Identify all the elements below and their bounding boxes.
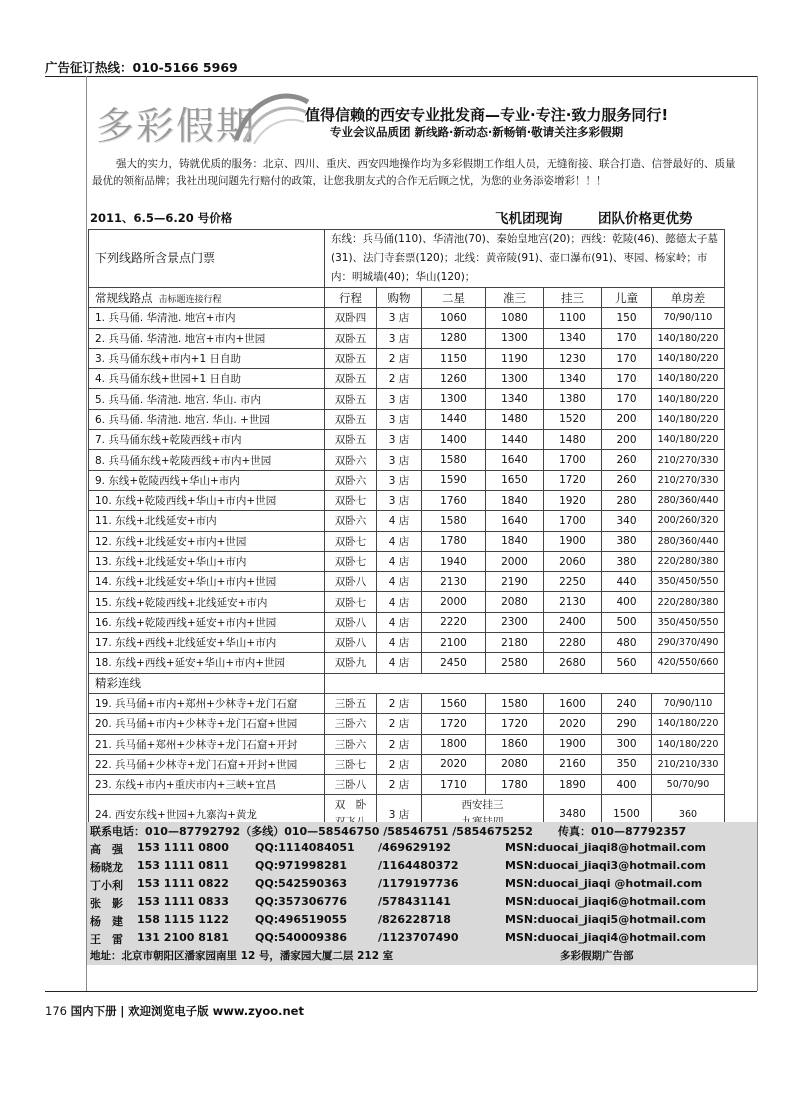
price-row[interactable] — [89, 592, 725, 612]
cell-shopping: 3 店 — [377, 328, 422, 348]
cell-single: 280/360/440 — [652, 490, 725, 510]
header-star2: 二星 — [422, 288, 486, 308]
promo-flight: 飞机团现询 — [495, 211, 563, 227]
contact-qq2: /1123707490 — [378, 931, 459, 944]
cell-shopping: 2 店 — [377, 754, 422, 774]
price-row[interactable] — [89, 612, 725, 632]
cell-child: 200 — [602, 430, 652, 450]
contact-company: 多彩假期广告部 — [560, 950, 634, 962]
route-name[interactable]: 17. 东线+西线+北线延安+华山+市内 — [89, 633, 325, 653]
cell-child: 340 — [602, 511, 652, 531]
cell-child: 560 — [602, 653, 652, 673]
cell-quasi3: 2080 — [486, 754, 544, 774]
route-name[interactable]: 21. 兵马俑+郑州+少林寺+龙门石窟+开封 — [89, 734, 325, 754]
cell-child: 170 — [602, 328, 652, 348]
cell-star3: 2280 — [544, 633, 602, 653]
contact-qq[interactable]: QQ:357306776 — [255, 895, 347, 908]
cell-quasi3: 1300 — [486, 328, 544, 348]
cell-shopping: 2 店 — [377, 734, 422, 754]
cell-star3: 2250 — [544, 572, 602, 592]
cell-shopping: 2 店 — [377, 348, 422, 368]
bottom-rule — [45, 991, 757, 992]
cell-star2: 1590 — [422, 470, 486, 490]
cell-single: 140/180/220 — [652, 348, 725, 368]
cell-itinerary: 双卧五 — [325, 348, 377, 368]
cell-star2: 1260 — [422, 369, 486, 389]
route-name[interactable]: 7. 兵马俑东线+乾陵西线+市内 — [89, 430, 325, 450]
cell-itinerary: 双卧五 — [325, 369, 377, 389]
tickets-label: 下列线路所含景点门票 — [89, 230, 325, 288]
contact-qq2: /578431141 — [378, 895, 451, 908]
frame-right-border — [757, 76, 758, 991]
cell-star3: 2130 — [544, 592, 602, 612]
cell-itinerary: 双卧八 — [325, 633, 377, 653]
footer-section: 国内下册 — [70, 1004, 117, 1018]
cell-quasi3: 1860 — [486, 734, 544, 754]
contact-mobile: 158 1115 1122 — [137, 913, 229, 926]
itinerary-line1: 双 卧 — [334, 799, 367, 812]
page-footer — [45, 1003, 304, 1019]
cell-shopping: 4 店 — [377, 511, 422, 531]
cell-child: 170 — [602, 369, 652, 389]
contact-qq2: /469629192 — [378, 841, 451, 854]
contact-mobile: 131 2100 8181 — [137, 931, 229, 944]
cell-child: 260 — [602, 450, 652, 470]
route-name[interactable]: 23. 东线+市内+重庆市内+三峡+宜昌 — [89, 775, 325, 795]
contact-name: 丁小利 — [90, 879, 123, 892]
tickets-row — [89, 230, 725, 288]
cell-quasi3: 1580 — [486, 693, 544, 713]
cell-quasi3: 1080 — [486, 308, 544, 328]
contact-mobile: 153 1111 0800 — [137, 841, 229, 854]
contact-qq[interactable]: QQ:1114084051 — [255, 841, 355, 854]
cell-child: 170 — [602, 348, 652, 368]
cell-itinerary: 双卧九 — [325, 653, 377, 673]
promo-group: 团队价格更优势 — [598, 211, 693, 227]
cell-quasi3: 1650 — [486, 470, 544, 490]
cell-shopping: 2 店 — [377, 693, 422, 713]
cell-single: 140/180/220 — [652, 389, 725, 409]
price-row[interactable] — [89, 409, 725, 429]
cell-itinerary: 双卧八 — [325, 612, 377, 632]
cell-star3: 2160 — [544, 754, 602, 774]
cell-single: 200/260/320 — [652, 511, 725, 531]
cell-itinerary: 三卧六 — [325, 714, 377, 734]
cell-single: 140/180/220 — [652, 714, 725, 734]
cell-child: 1500 — [602, 795, 652, 834]
contact-qq[interactable]: QQ:540009386 — [255, 931, 347, 944]
cell-shopping: 3 店 — [377, 470, 422, 490]
cell-itinerary: 双卧六 — [325, 470, 377, 490]
cell-single: 140/180/220 — [652, 409, 725, 429]
cell-child: 400 — [602, 775, 652, 795]
contact-name: 高 强 — [90, 843, 123, 856]
cell-single: 420/550/660 — [652, 653, 725, 673]
cell-itinerary: 双卧七 — [325, 551, 377, 571]
price-row[interactable] — [89, 693, 725, 713]
cell-shopping: 3 店 — [377, 450, 422, 470]
cell-single: 210/270/330 — [652, 450, 725, 470]
cell-single: 350/450/550 — [652, 612, 725, 632]
price-row[interactable] — [89, 734, 725, 754]
price-row[interactable] — [89, 328, 725, 348]
route-name[interactable]: 5. 兵马俑. 华清池. 地宫. 华山. 市内 — [89, 389, 325, 409]
cell-star2: 1150 — [422, 348, 486, 368]
cell-single: 70/90/110 — [652, 693, 725, 713]
route-name[interactable]: 22. 兵马俑+少林寺+龙门石窟+开封+世园 — [89, 754, 325, 774]
cell-itinerary: 双卧七 — [325, 490, 377, 510]
route-name[interactable]: 1. 兵马俑. 华清池. 地宫+市内 — [89, 308, 325, 328]
price-row[interactable] — [89, 450, 725, 470]
cell-shopping: 3 店 — [377, 490, 422, 510]
cell-itinerary: 双卧五 — [325, 328, 377, 348]
cell-star3: 3480 — [544, 795, 602, 834]
contact-name: 杨晓龙 — [90, 861, 123, 874]
header-shopping: 购物 — [377, 288, 422, 308]
route-name[interactable]: 11. 东线+北线延安+市内 — [89, 511, 325, 531]
price-row[interactable] — [89, 754, 725, 774]
cell-itinerary: 三卧七 — [325, 754, 377, 774]
cell-quasi3: 2190 — [486, 572, 544, 592]
header-star3: 挂三 — [544, 288, 602, 308]
contact-mobile: 153 1111 0811 — [137, 859, 229, 872]
cell-star2: 2000 — [422, 592, 486, 612]
route-name[interactable]: 13. 东线+北线延安+华山+市内 — [89, 551, 325, 571]
contact-qq[interactable]: QQ:496519055 — [255, 913, 347, 926]
cell-star3: 1340 — [544, 369, 602, 389]
contact-msn[interactable]: MSN:duocai_jiaqi5@hotmail.com — [505, 913, 707, 926]
price-table — [88, 229, 725, 834]
cell-child: 400 — [602, 592, 652, 612]
cell-child: 380 — [602, 551, 652, 571]
cell-child: 290 — [602, 714, 652, 734]
cell-single: 140/180/220 — [652, 369, 725, 389]
cell-star2: 1760 — [422, 490, 486, 510]
cell-child: 300 — [602, 734, 652, 754]
cell-star2: 1710 — [422, 775, 486, 795]
cell-quasi3: 1840 — [486, 531, 544, 551]
price-date: 2011、6.5—6.20 号价格 — [90, 211, 233, 225]
special-section-blank — [325, 673, 725, 693]
cell-star3: 2020 — [544, 714, 602, 734]
cell-quasi3: 1440 — [486, 430, 544, 450]
slogan-main: 值得信赖的西安专业批发商—专业·专注·致力服务同行! — [305, 106, 669, 124]
footer-separator: | — [120, 1004, 125, 1018]
price-row[interactable] — [89, 430, 725, 450]
contact-qq[interactable]: QQ:542590363 — [255, 877, 347, 890]
cell-child: 440 — [602, 572, 652, 592]
cell-child: 380 — [602, 531, 652, 551]
header-route[interactable]: 常规线路点 击标题连接行程 — [89, 288, 325, 308]
cell-child: 280 — [602, 490, 652, 510]
cell-child: 500 — [602, 612, 652, 632]
contact-msn[interactable]: MSN:duocai_jiaqi6@hotmail.com — [505, 895, 707, 908]
price-row[interactable] — [89, 714, 725, 734]
route-name[interactable]: 10. 东线+乾陵西线+华山+市内+世园 — [89, 490, 325, 510]
intro-paragraph: 强大的实力，铸就优质的服务：北京、四川、重庆、西安四地操作均为多彩假期工作组人员，无缝衔接、联合打造、信誉最好的、质量最优的领衔品牌；我社出现问题先行赔付的政策，让您我朋友式的合作无后顾之忧，为您的业务添姿增彩！！！ — [92, 158, 736, 187]
cell-shopping: 3 店 — [377, 430, 422, 450]
cell-star3: 1900 — [544, 734, 602, 754]
cell-single: 70/90/110 — [652, 308, 725, 328]
price-row[interactable] — [89, 633, 725, 653]
price-row[interactable] — [89, 308, 725, 328]
cell-single: 210/210/330 — [652, 754, 725, 774]
cell-shopping: 4 店 — [377, 653, 422, 673]
route-name[interactable]: 3. 兵马俑东线+市内+1 日自助 — [89, 348, 325, 368]
cell-star2: 2020 — [422, 754, 486, 774]
cell-itinerary: 三卧五 — [325, 693, 377, 713]
cell-quasi3: 1480 — [486, 409, 544, 429]
cell-star2: 2100 — [422, 633, 486, 653]
cell-child: 200 — [602, 409, 652, 429]
cell-quasi3: 2080 — [486, 592, 544, 612]
cell-itinerary: 双卧六 — [325, 511, 377, 531]
cell-star2: 2130 — [422, 572, 486, 592]
cell-quasi3: 1840 — [486, 490, 544, 510]
cell-single: 220/280/380 — [652, 592, 725, 612]
hotel-line1: 西安挂三 — [461, 799, 504, 812]
cell-star2: 1300 — [422, 389, 486, 409]
contact-name: 张 影 — [90, 897, 123, 910]
cell-star2: 1800 — [422, 734, 486, 754]
cell-shopping: 4 店 — [377, 531, 422, 551]
contact-mobile: 153 1111 0833 — [137, 895, 229, 908]
cell-star3: 1380 — [544, 389, 602, 409]
price-row[interactable] — [89, 490, 725, 510]
route-name[interactable]: 19. 兵马俑+市内+郑州+少林寺+龙门石窟 — [89, 693, 325, 713]
special-section-label: 精彩连线 — [89, 673, 325, 693]
ad-hotline: 广告征订热线：010-5166 5969 — [45, 60, 238, 75]
footer-text[interactable]: 欢迎浏览电子版 www.zyoo.net — [128, 1004, 304, 1018]
cell-shopping: 4 店 — [377, 612, 422, 632]
header-quasi3: 准三 — [486, 288, 544, 308]
price-row[interactable] — [89, 348, 725, 368]
header-itinerary: 行程 — [325, 288, 377, 308]
route-name[interactable]: 24. 西安东线+世园+九寨沟+黄龙 — [89, 795, 325, 834]
logo-swirl-icon — [230, 88, 310, 148]
cell-single: 140/180/220 — [652, 328, 725, 348]
cell-itinerary: 双卧五 — [325, 409, 377, 429]
cell-quasi3: 2580 — [486, 653, 544, 673]
contact-mobile: 153 1111 0822 — [137, 877, 229, 890]
cell-shopping: 2 店 — [377, 369, 422, 389]
tickets-text: 东线：兵马俑(110)、华清池(70)、秦始皇地宫(20)；西线：乾陵(46)、懿德太子墓(31)、法门寺套票(120)；北线：黄帝陵(91)、壶口瀑布(91)、枣园、杨家岭；市内：明城墙(40)；华山(120)； — [325, 230, 725, 288]
cell-shopping: 4 店 — [377, 592, 422, 612]
cell-star2: 1940 — [422, 551, 486, 571]
contact-msn[interactable]: MSN:duocai_jiaqi8@hotmail.com — [505, 841, 707, 854]
route-name[interactable]: 12. 东线+北线延安+市内+世园 — [89, 531, 325, 551]
cell-star3: 1520 — [544, 409, 602, 429]
cell-shopping: 4 店 — [377, 633, 422, 653]
cell-star3: 1700 — [544, 450, 602, 470]
cell-single: 280/360/440 — [652, 531, 725, 551]
price-row[interactable] — [89, 389, 725, 409]
route-name[interactable]: 8. 兵马俑东线+乾陵西线+市内+世园 — [89, 450, 325, 470]
cell-itinerary: 双卧七 — [325, 592, 377, 612]
cell-shopping: 3 店 — [377, 389, 422, 409]
cell-shopping: 3 店 — [377, 308, 422, 328]
price-row[interactable] — [89, 511, 725, 531]
cell-star3: 1230 — [544, 348, 602, 368]
cell-single: 290/370/490 — [652, 633, 725, 653]
route-name[interactable]: 15. 东线+乾陵西线+北线延安+市内 — [89, 592, 325, 612]
cell-star3: 1100 — [544, 308, 602, 328]
cell-quasi3: 2300 — [486, 612, 544, 632]
cell-star2: 1280 — [422, 328, 486, 348]
cell-star3: 1600 — [544, 693, 602, 713]
cell-child: 170 — [602, 389, 652, 409]
cell-child: 480 — [602, 633, 652, 653]
contact-phone-line: 联系电话：010—87792792（多线）010—58546750 /58546751 /5854675252 — [90, 825, 533, 838]
cell-child: 150 — [602, 308, 652, 328]
cell-quasi3: 1340 — [486, 389, 544, 409]
cell-itinerary: 双卧五 — [325, 430, 377, 450]
cell-star2: 1580 — [422, 450, 486, 470]
contact-qq2: /1164480372 — [378, 859, 459, 872]
cell-single: 210/270/330 — [652, 470, 725, 490]
route-name[interactable]: 4. 兵马俑东线+世园+1 日自助 — [89, 369, 325, 389]
cell-itinerary: 三卧八 — [325, 775, 377, 795]
cell-quasi3: 1640 — [486, 450, 544, 470]
cell-star2: 1560 — [422, 693, 486, 713]
price-row[interactable] — [89, 775, 725, 795]
cell-quasi3: 1300 — [486, 369, 544, 389]
cell-star3: 1700 — [544, 511, 602, 531]
route-name[interactable]: 18. 东线+西线+延安+华山+市内+世园 — [89, 653, 325, 673]
cell-child: 260 — [602, 470, 652, 490]
route-name[interactable]: 9. 东线+乾陵西线+华山+市内 — [89, 470, 325, 490]
cell-star2: 1780 — [422, 531, 486, 551]
route-name[interactable]: 6. 兵马俑. 华清池. 地宫. 华山. +世园 — [89, 409, 325, 429]
cell-star2: 2220 — [422, 612, 486, 632]
cell-shopping: 2 店 — [377, 714, 422, 734]
cell-single: 220/280/380 — [652, 551, 725, 571]
cell-star3: 1890 — [544, 775, 602, 795]
cell-single: 350/450/550 — [652, 572, 725, 592]
cell-star3: 1920 — [544, 490, 602, 510]
cell-star2: 1720 — [422, 714, 486, 734]
cell-shopping: 2 店 — [377, 775, 422, 795]
cell-quasi3: 1190 — [486, 348, 544, 368]
contact-fax: 传真：010—87792357 — [558, 825, 687, 838]
cell-quasi3: 1780 — [486, 775, 544, 795]
contact-msn[interactable]: MSN:duocai_jiaqi @hotmail.com — [505, 877, 703, 890]
cell-star3: 1480 — [544, 430, 602, 450]
header-route-note: 击标题连接行程 — [158, 294, 222, 305]
cell-quasi3: 2180 — [486, 633, 544, 653]
cell-child: 350 — [602, 754, 652, 774]
route-name[interactable]: 14. 东线+北线延安+华山+市内+世园 — [89, 572, 325, 592]
special-section-row — [89, 673, 725, 693]
slogan-sub: 专业会议品质团 新线路·新动态·新畅销·敬请关注多彩假期 — [330, 125, 624, 139]
route-name[interactable]: 20. 兵马俑+市内+少林寺+龙门石窟+世园 — [89, 714, 325, 734]
cell-single: 360 — [652, 795, 725, 834]
cell-star3: 1900 — [544, 531, 602, 551]
header-child: 儿童 — [602, 288, 652, 308]
contact-name: 王 雷 — [90, 933, 123, 946]
cell-star2: 1440 — [422, 409, 486, 429]
cell-quasi3: 1640 — [486, 511, 544, 531]
cell-itinerary: 双卧七 — [325, 531, 377, 551]
contact-qq2: /1179197736 — [378, 877, 459, 890]
cell-itinerary: 双卧四 — [325, 308, 377, 328]
price-row[interactable] — [89, 653, 725, 673]
price-row[interactable] — [89, 369, 725, 389]
table-header-row — [89, 288, 725, 308]
contact-qq2: /826228718 — [378, 913, 451, 926]
cell-star2: 1580 — [422, 511, 486, 531]
cell-shopping: 4 店 — [377, 572, 422, 592]
cell-quasi3: 1720 — [486, 714, 544, 734]
contact-msn[interactable]: MSN:duocai_jiaqi3@hotmail.com — [505, 859, 707, 872]
price-row[interactable] — [89, 551, 725, 571]
page-number: 176 — [45, 1004, 67, 1018]
contact-address: 地址：北京市朝阳区潘家园南里 12 号，潘家园大厦二层 212 室 — [90, 950, 394, 962]
price-row[interactable] — [89, 572, 725, 592]
cell-quasi3: 2000 — [486, 551, 544, 571]
price-row[interactable] — [89, 470, 725, 490]
route-name[interactable]: 2. 兵马俑. 华清池. 地宫+市内+世园 — [89, 328, 325, 348]
cell-itinerary: 三卧六 — [325, 734, 377, 754]
header-single: 单房差 — [652, 288, 725, 308]
contact-qq[interactable]: QQ:971998281 — [255, 859, 347, 872]
cell-star2: 1400 — [422, 430, 486, 450]
cell-shopping: 3 店 — [377, 795, 422, 834]
cell-star3: 1340 — [544, 328, 602, 348]
cell-star2: 2450 — [422, 653, 486, 673]
cell-itinerary: 双卧六 — [325, 450, 377, 470]
cell-itinerary: 双卧八 — [325, 572, 377, 592]
contact-name: 杨 建 — [90, 915, 123, 928]
cell-single: 140/180/220 — [652, 734, 725, 754]
cell-star2: 1060 — [422, 308, 486, 328]
brand-logo: 多彩假期 — [96, 104, 257, 148]
route-name[interactable]: 16. 东线+乾陵西线+延安+市内+世园 — [89, 612, 325, 632]
cell-child: 240 — [602, 693, 652, 713]
contact-msn[interactable]: MSN:duocai_jiaqi4@hotmail.com — [505, 931, 707, 944]
cell-star3: 2060 — [544, 551, 602, 571]
cell-star3: 2400 — [544, 612, 602, 632]
cell-shopping: 4 店 — [377, 551, 422, 571]
top-rule — [45, 76, 757, 77]
price-row[interactable] — [89, 531, 725, 551]
cell-star3: 1720 — [544, 470, 602, 490]
cell-shopping: 3 店 — [377, 409, 422, 429]
cell-star3: 2680 — [544, 653, 602, 673]
cell-single: 140/180/220 — [652, 430, 725, 450]
cell-itinerary: 双卧五 — [325, 389, 377, 409]
cell-single: 50/70/90 — [652, 775, 725, 795]
